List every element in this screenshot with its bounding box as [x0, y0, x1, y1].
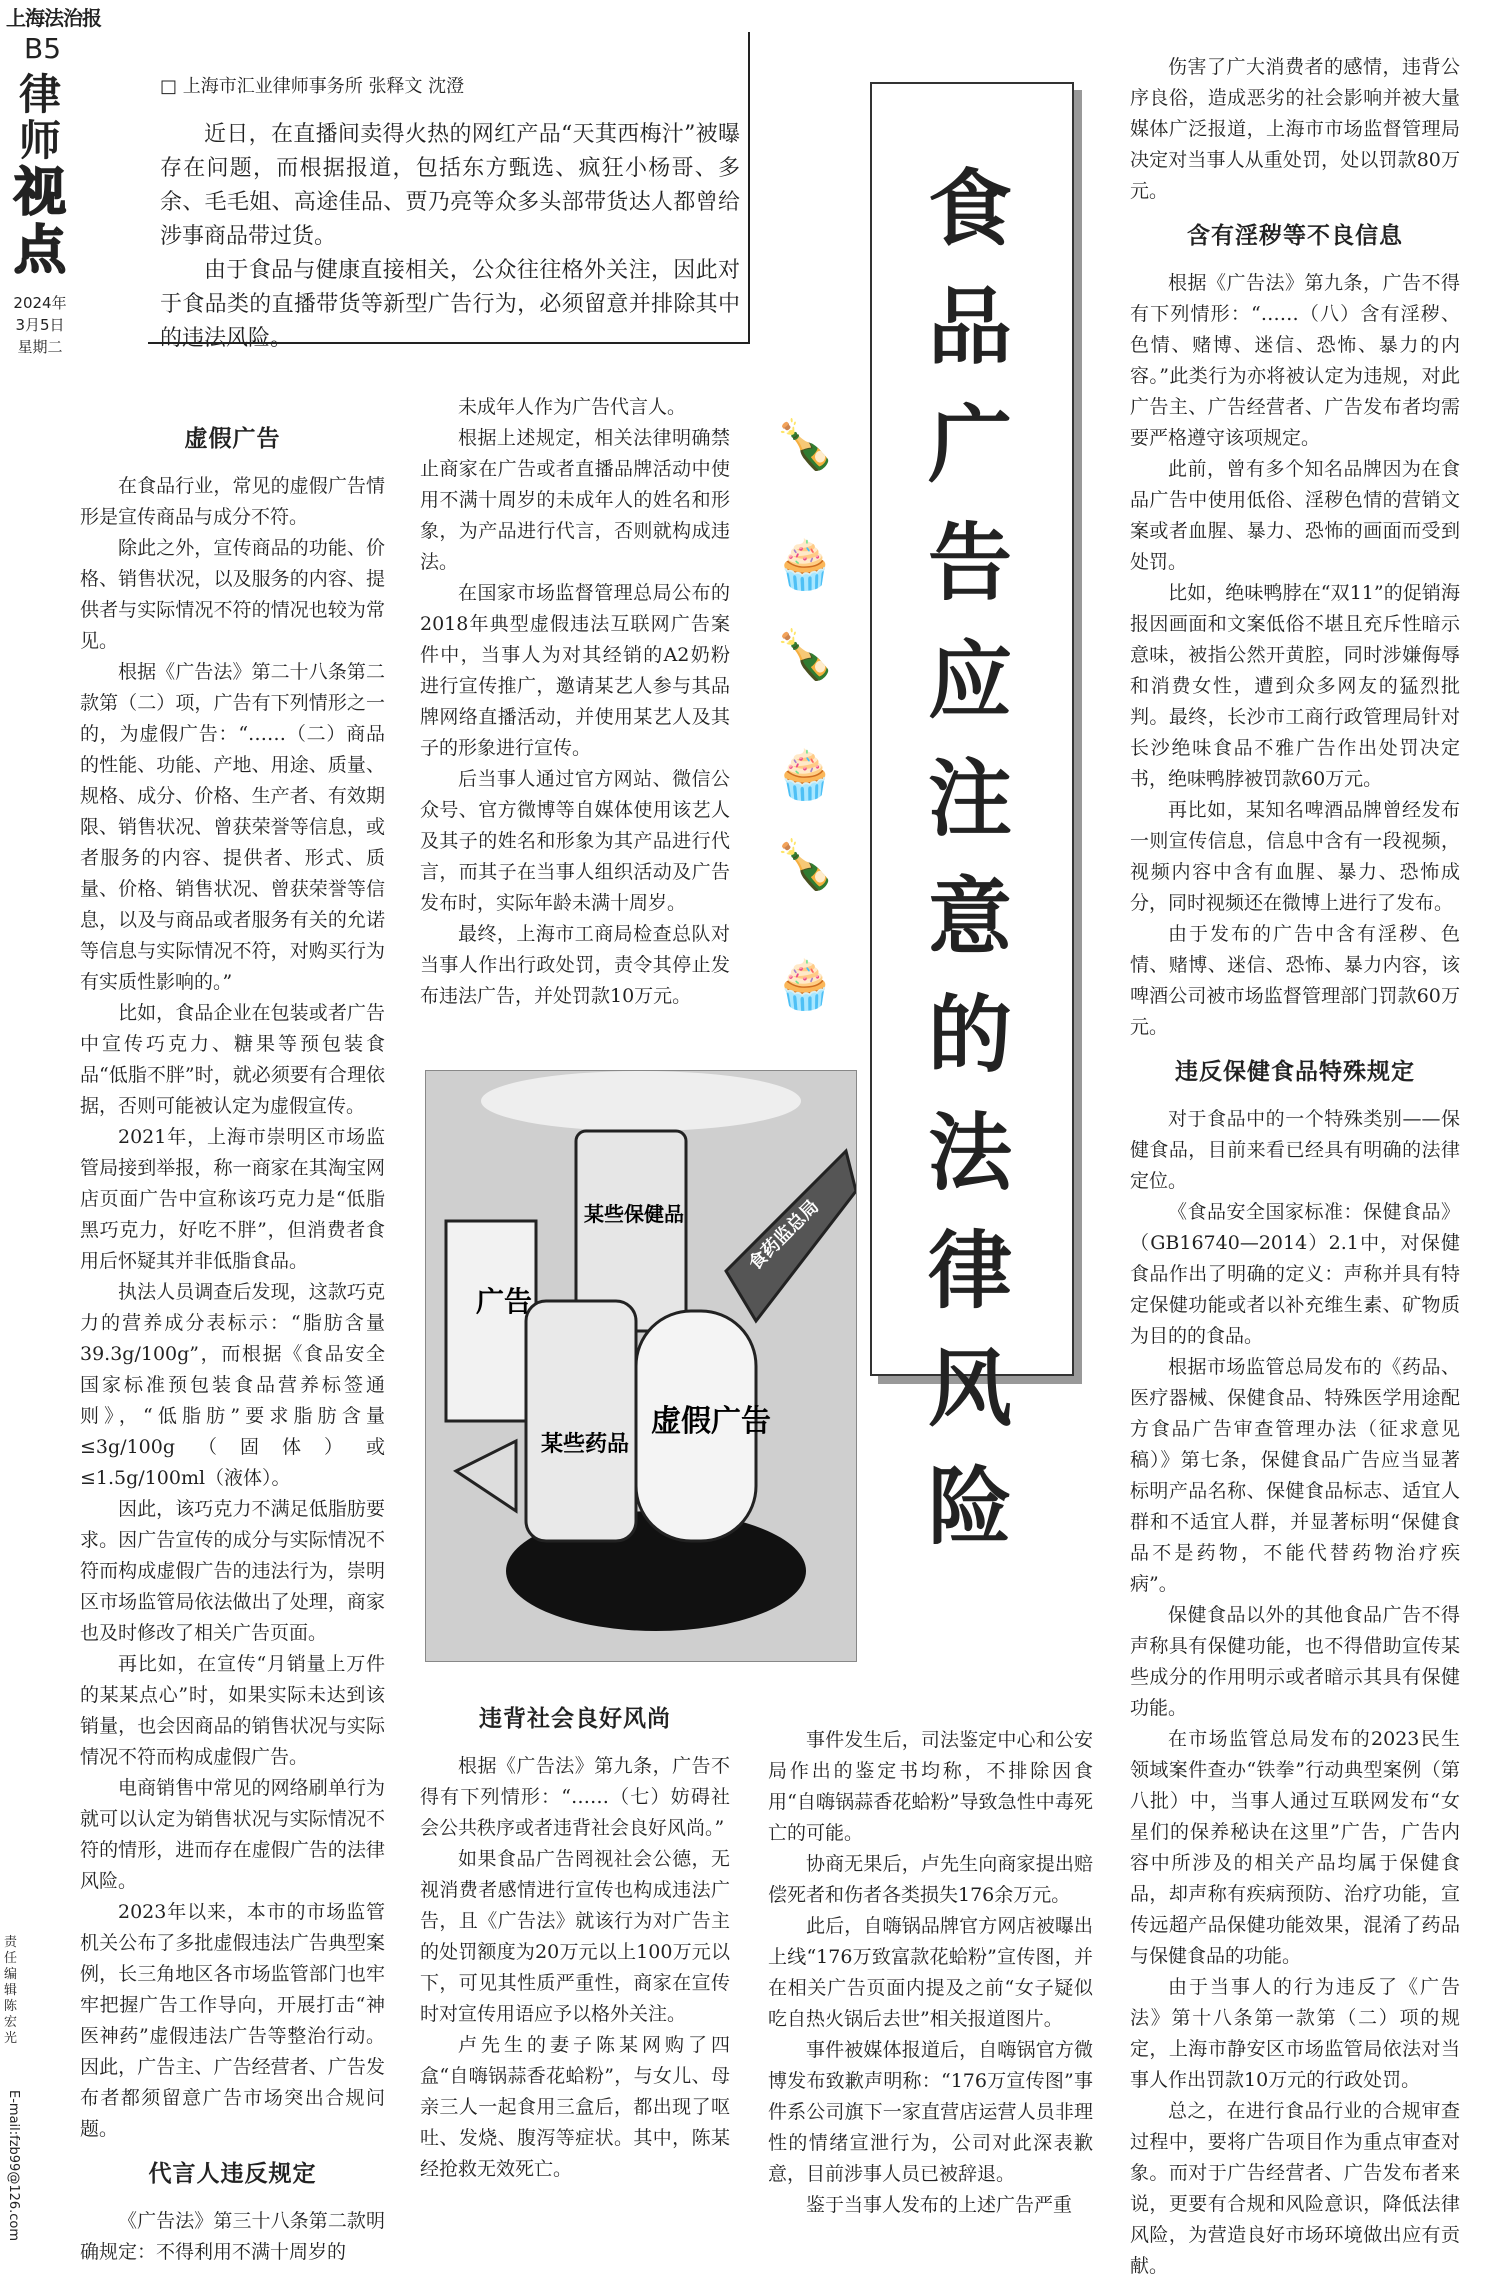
body-paragraph: 协商无果后，卢先生向商家提出赔偿死者和伤者各类损失176余万元。	[768, 1853, 1093, 1906]
date-weekday: 星期二	[17, 338, 63, 356]
body-paragraph: 2021年，上海市崇明区市场监管局接到举报，称一商家在其淘宝网店页面广告中宣称该巧克力是“低脂黑巧克力，好吃不胖”，但消费者食用后怀疑其并非低脂食品。	[80, 1126, 385, 1272]
cupcake-icon: 🧁	[775, 537, 835, 593]
body-paragraph: 伤害了广大消费者的感情，违背公序良俗，造成恶劣的社会影响并被大量媒体广泛报道，上海市市场监督管理局决定对当事人从重处罚，处以罚款80万元。	[1130, 56, 1460, 202]
subheading-endorser: 代言人违反规定	[148, 2161, 317, 2187]
spotlight	[481, 1071, 801, 1131]
cartoon-label-drug: 某些药品	[541, 1432, 630, 1457]
cartoon-label-ad: 广告	[476, 1285, 533, 1318]
body-paragraph: 再比如，某知名啤酒品牌曾经发布一则宣传信息，信息中含有一段视频，视频内容中含有血腥、暴力、恐怖成分，同时视频还在微博上进行了发布。	[1130, 799, 1460, 914]
body-paragraph: 比如，绝味鸭脖在“双11”的促销海报因画面和文案低俗不堪且充斥性暗示意味，被指公然开黄腔，同时涉嫌侮辱和消费女性，遭到众多网友的猛烈批判。最终，长沙市工商行政管理局针对长沙绝味食品不雅广告作出处罚决定书，绝味鸭脖被罚款60万元。	[1130, 582, 1460, 790]
body-paragraph: 事件被媒体报道后，自嗨锅官方微博发布致歉声明称：“176万宣传图”事件系公司旗下一家直营店运营人员非理性的情绪宣泄行为，公司对此深表歉意，目前涉事人员已被辞退。	[768, 2039, 1093, 2185]
column-3	[768, 1725, 1093, 2221]
page-code: B5	[24, 32, 62, 65]
section-char-1: 律	[18, 70, 61, 119]
body-paragraph: 在国家市场监督管理总局公布的2018年典型虚假违法互联网广告案件中，当事人为对其经销的A2奶粉进行宣传推广，邀请某艺人参与其品牌网络直播活动，并使用某艺人及其子的形象进行宣传。	[420, 582, 730, 759]
subheading-obscene: 含有淫秽等不良信息	[1187, 223, 1403, 249]
body-paragraph: 在食品行业，常见的虚假广告情形是宣传商品与成分不符。	[80, 475, 385, 528]
body-paragraph: 事件发生后，司法鉴定中心和公安局作出的鉴定书均称，不排除因食用“自嗨锅蒜香花蛤粉”导致急性中毒死亡的可能。	[768, 1729, 1093, 1844]
body-paragraph: 保健食品以外的其他食品广告不得声称具有保健功能，也不得借助宣传某些成分的作用明示或者暗示其具有保健功能。	[1130, 1604, 1460, 1719]
column-4	[1130, 52, 1460, 2282]
body-paragraph: 由于当事人的行为违反了《广告法》第十八条第一款第（二）项的规定，上海市静安区市场监管局依法对当事人作出罚款10万元的行政处罚。	[1130, 1976, 1460, 2091]
body-paragraph: 电商销售中常见的网络刷单行为就可以认定为销售状况与实际情况不符的情形，进而存在虚假广告的法律风险。	[80, 1777, 385, 1892]
subheading-social-custom: 违背社会良好风尚	[479, 1706, 671, 1732]
body-paragraph: 执法人员调查后发现，这款巧克力的营养成分表标示：“脂肪含量39.3g/100g”，而根据《食品安全国家标准预包装食品营养标签通则》，“低脂肪”要求脂肪含量≤3g/100g（固体）或≤1.5g/100ml（液体）。	[80, 1281, 385, 1489]
cartoon-svg	[426, 1071, 856, 1661]
body-paragraph: 根据《广告法》第九条，广告不得有下列情形：“……（七）妨碍社会公共秩序或者违背社会良好风尚。”	[420, 1755, 730, 1839]
bottle-icon: 🍾	[775, 417, 835, 473]
intro-paragraph: 由于食品与健康直接相关，公众往往格外关注，因此对于食品类的直播带货等新型广告行为，必须留意并排除其中的违法风险。	[160, 258, 740, 351]
headline: 食 品 广 告 应 注 意 的 法 律 风 险	[927, 160, 1012, 1556]
email-address: E-mail:fzb99@126.com	[6, 2090, 21, 2242]
intro	[160, 118, 740, 356]
editor-credit: 责任编辑 陈宏光	[4, 1935, 18, 2046]
body-paragraph: 对于食品中的一个特殊类别——保健食品，目前来看已经具有明确的法律定位。	[1130, 1108, 1460, 1192]
body-paragraph: 在市场监管总局发布的2023民生领域案件查办“铁拳”行动典型案例（第八批）中，当事人通过互联网发布“女星们的保养秘诀在这里”广告，广告内容中所涉及的相关产品均属于保健食品，却声称有疾病预防、治疗功能，宣传远超产品保健功能效果，混淆了药品与保健食品的功能。	[1130, 1728, 1460, 1967]
body-paragraph: 由于发布的广告中含有淫秽、色情、赌博、迷信、恐怖、暴力内容，该啤酒公司被市场监督管理部门罚款60万元。	[1130, 923, 1460, 1038]
intro-paragraph: 近日，在直播间卖得火热的网红产品“天萁西梅汁”被曝存在问题，而根据报道，包括东方甄选、疯狂小杨哥、多余、毛毛姐、高途佳品、贾乃亮等众多头部带货达人都曾给涉事商品带过货。	[160, 122, 740, 249]
bottle-icon: 🍾	[775, 627, 835, 683]
subheading-false-ad: 虚假广告	[184, 426, 281, 452]
cartoon-label-authority: 食药监总局	[744, 1196, 824, 1275]
body-paragraph: 比如，食品企业在包装或者广告中宣传巧克力、糖果等预包装食品“低脂不胖”时，就必须要有合理依据，否则可能被认定为虚假宣传。	[80, 1002, 385, 1117]
section-rail	[8, 72, 72, 358]
body-paragraph: 此前，曾有多个知名品牌因为在食品广告中使用低俗、淫秽色情的营销文案或者血腥、暴力、恐怖的画面而受到处罚。	[1130, 458, 1460, 573]
body-paragraph: 此后，自嗨锅品牌官方网店被曝出上线“176万致富款花蛤粉”宣传图，并在相关广告页面内提及之前“女子疑似吃自热火锅后去世”相关报道图片。	[768, 1915, 1093, 2030]
section-char-3: 视	[13, 162, 66, 223]
date-day: 3月5日	[15, 316, 65, 334]
body-paragraph: 因此，该巧克力不满足低脂肪要求。因广告宣传的成分与实际情况不符而构成虚假广告的违法行为，崇明区市场监管局依法做出了处理，商家也及时修改了相关广告页面。	[80, 1498, 385, 1644]
body-paragraph: 最终，上海市工商局检查总队对当事人作出行政处罚，责令其停止发布违法广告，并处罚款10万元。	[420, 923, 730, 1007]
body-paragraph: 2023年以来，本市的市场监管机关公布了多批虚假违法广告典型案例，长三角地区各市场监管部门也牢牢把握广告工作导向，开展打击“神医神药”虚假违法广告等整治行动。因此，广告主、广告经营者、广告发布者都须留意广告市场突出合规问题。	[80, 1901, 385, 2140]
column-2-lower	[420, 1690, 730, 2185]
cartoon-label-health: 某些保健品	[584, 1202, 684, 1226]
body-paragraph: 《食品安全国家标准：保健食品》（GB16740—2014）2.1中，对保健食品作出了明确的定义：声称并具有特定保健功能或者以补充维生素、矿物质为目的的食品。	[1130, 1201, 1460, 1347]
cartoon-label-false: 虚假广告	[651, 1404, 771, 1439]
body-paragraph: 后当事人通过官方网站、微信公众号、官方微博等自媒体使用该艺人及其子的姓名和形象为其产品进行代言，而其子在当事人组织活动及广告发布时，实际年龄未满十周岁。	[420, 768, 730, 914]
body-paragraph: 如果食品广告罔视社会公德，无视消费者感情进行宣传也构成违法广告，且《广告法》就该行为对广告主的处罚额度为20万元以上100万元以下，可见其性质严重性，商家在宣传时对宣传用语应予以格外关注。	[420, 1848, 730, 2025]
body-paragraph: 卢先生的妻子陈某网购了四盒“自嗨锅蒜香花蛤粉”，与女儿、母亲三人一起食用三盒后，都出现了呕吐、发烧、腹泻等症状。其中，陈某经抢救无效死亡。	[420, 2034, 730, 2180]
date-year: 2024年	[13, 294, 67, 312]
body-paragraph: 鉴于当事人发布的上述广告严重	[806, 2194, 1073, 2216]
cartoon-illustration	[425, 1070, 857, 1662]
cupcake-icon: 🧁	[775, 747, 835, 803]
body-paragraph: 根据市场监管总局发布的《药品、医疗器械、保健食品、特殊医学用途配方食品广告审查管理办法（征求意见稿）》第七条，保健食品广告应当显著标明产品名称、保健食品标志、适宜人群和不适宜人群，并显著标明“保健食品不是药物，不能代替药物治疗疾病”。	[1130, 1356, 1460, 1595]
body-paragraph: 根据《广告法》第二十八条第二款第（二）项，广告有下列情形之一的，为虚假广告：“……（二）商品的性能、功能、产地、用途、质量、规格、成分、价格、生产者、有效期限、销售状况、曾获荣誉等信息，或者服务的内容、提供者、形式、质量、价格、销售状况、曾获荣誉等信息，以及与商品或者服务有关的允诺等信息与实际情况不符，对购买行为有实质性影响的。”	[80, 661, 385, 993]
body-paragraph: 除此之外，宣传商品的功能、价格、销售状况，以及服务的内容、提供者与实际情况不符的情况也较为常见。	[80, 537, 385, 652]
drug-bottle-figure	[526, 1301, 636, 1541]
ad-figure	[446, 1221, 536, 1421]
cupcake-icon: 🧁	[775, 957, 835, 1013]
body-paragraph: 未成年人作为广告代言人。	[458, 396, 687, 418]
bottle-icon: 🍾	[775, 837, 835, 893]
section-char-4: 点	[13, 220, 66, 281]
body-paragraph: 根据《广告法》第九条，广告不得有下列情形：“……（八）含有淫秽、色情、赌博、迷信、恐怖、暴力的内容。”此类行为亦将被认定为违规，对此广告主、广告经营者、广告发布者均需要严格遵守该项规定。	[1130, 272, 1460, 449]
megaphone-icon	[456, 1441, 516, 1511]
body-paragraph: 总之，在进行食品行业的合规审查过程中，要将广告项目作为重点审查对象。而对于广告经营者、广告发布者来说，更要有合规和风险意识，降低法律风险，为营造良好市场环境做出应有贡献。	[1130, 2100, 1460, 2277]
column-1	[80, 410, 385, 2268]
byline: □ 上海市汇业律师事务所 张释文 沈澄	[160, 76, 465, 97]
body-paragraph: 再比如，在宣传“月销量上万件的某某点心”时，如果实际未达到该销量，也会因商品的销售状况与实际情况不符而构成虚假广告。	[80, 1653, 385, 1768]
column-2	[420, 392, 730, 1012]
body-paragraph: 《广告法》第三十八条第二款明确规定：不得利用不满十周岁的	[80, 2210, 385, 2263]
section-char-2: 师	[18, 116, 61, 165]
masthead: 上海法治报	[6, 6, 101, 30]
subheading-health-food: 违反保健食品特殊规定	[1175, 1059, 1415, 1085]
body-paragraph: 根据上述规定，相关法律明确禁止商家在广告或者直播品牌活动中使用不满十周岁的未成年人的姓名和形象，为产品进行代言，否则就构成违法。	[420, 427, 730, 573]
